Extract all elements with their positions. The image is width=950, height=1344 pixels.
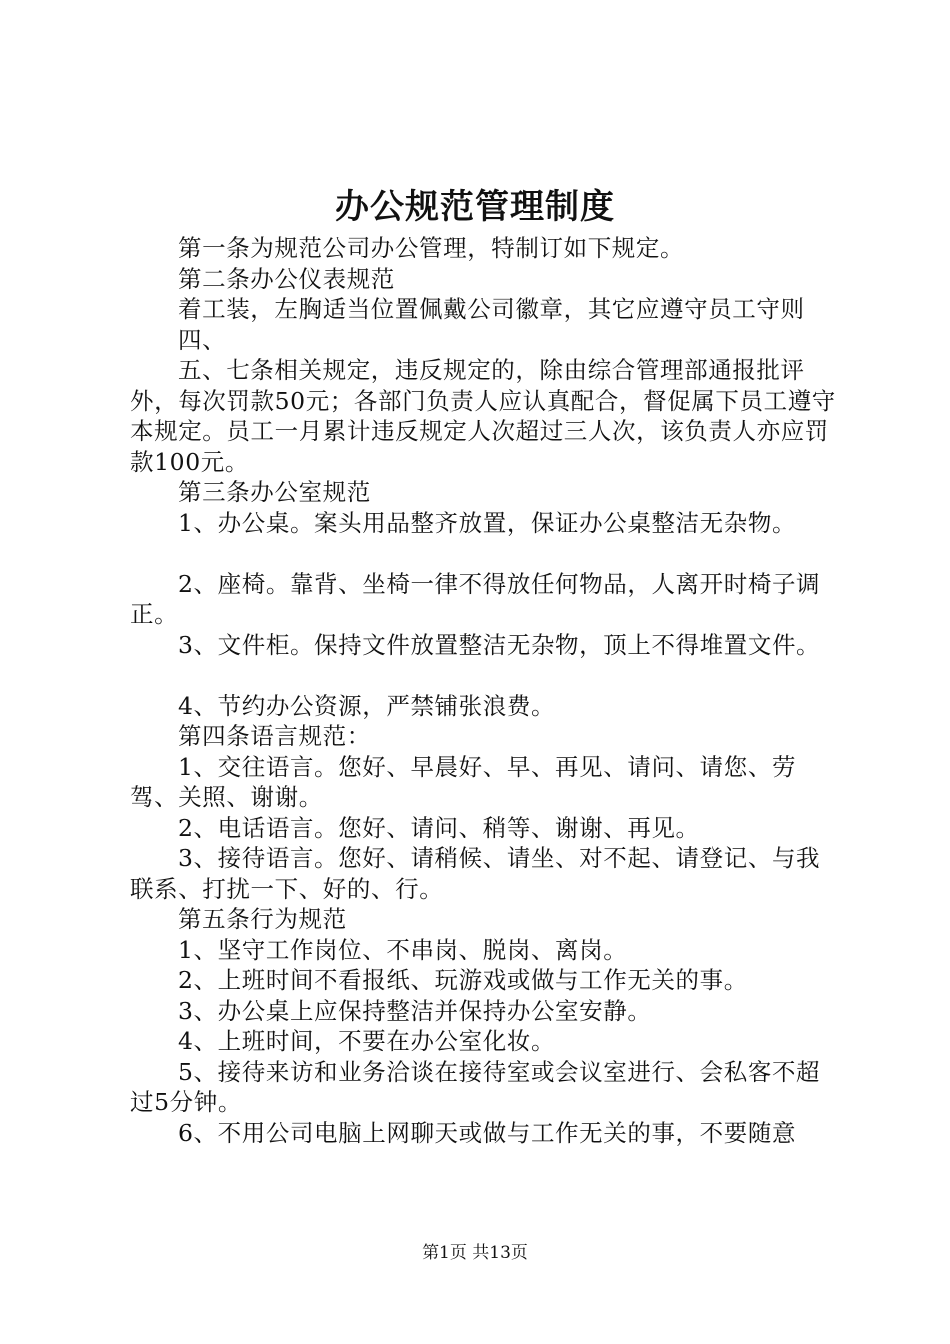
paragraph: 四、 bbox=[178, 325, 227, 354]
list-item: 2、电话语言。您好、请问、稍等、谢谢、再见。 bbox=[178, 813, 700, 842]
list-item: 4、节约办公资源，严禁铺张浪费。 bbox=[178, 691, 556, 720]
list-item: 4、上班时间，不要在办公室化妆。 bbox=[178, 1027, 556, 1055]
document-title: 办公规范管理制度 bbox=[335, 187, 615, 227]
list-item: 6、不用公司电脑上网聊天或做与工作无关的事，不要随意 bbox=[178, 1118, 797, 1147]
blank-line bbox=[130, 538, 840, 569]
list-item: 2、座椅。靠背、坐椅一律不得放任何物品，人离开时椅子调正。 bbox=[130, 569, 821, 628]
section-heading: 第五条行为规范 bbox=[178, 905, 347, 933]
list-item: 1、办公桌。案头用品整齐放置，保证办公桌整洁无杂物。 bbox=[178, 508, 797, 537]
paragraph: 五、七条相关规定，违反规定的，除由综合管理部通报批评外，每次罚款50元；各部门负责人应认真配合，督促属下员工遵守本规定。员工一月累计违反规定人次超过三人次，该负责人亦应罚款100元。 bbox=[130, 356, 836, 476]
section-heading: 第四条语言规范： bbox=[178, 722, 371, 750]
section-heading: 第二条办公仪表规范 bbox=[178, 264, 395, 293]
section-heading: 第三条办公室规范 bbox=[178, 478, 371, 506]
list-item: 5、接待来访和业务洽谈在接待室或会议室进行、会私客不超过5分钟。 bbox=[130, 1057, 821, 1116]
paragraph: 着工装，左胸适当位置佩戴公司徽章，其它应遵守员工守则 bbox=[178, 295, 805, 323]
blank-line bbox=[130, 660, 840, 691]
document-body bbox=[130, 233, 840, 1148]
list-item: 1、坚守工作岗位、不串岗、脱岗、离岗。 bbox=[178, 935, 628, 964]
page-footer: 第1页 共13页 bbox=[422, 1243, 528, 1263]
list-item: 3、接待语言。您好、请稍候、请坐、对不起、请登记、与我联系、打扰一下、好的、行。 bbox=[130, 844, 821, 903]
list-item: 2、上班时间不看报纸、玩游戏或做与工作无关的事。 bbox=[178, 966, 748, 994]
paragraph: 第一条为规范公司办公管理，特制订如下规定。 bbox=[178, 234, 685, 262]
list-item: 3、办公桌上应保持整洁并保持办公室安静。 bbox=[178, 996, 652, 1025]
list-item: 1、交往语言。您好、早晨好、早、再见、请问、请您、劳驾、关照、谢谢。 bbox=[130, 752, 797, 811]
list-item: 3、文件柜。保持文件放置整洁无杂物，顶上不得堆置文件。 bbox=[178, 630, 821, 659]
